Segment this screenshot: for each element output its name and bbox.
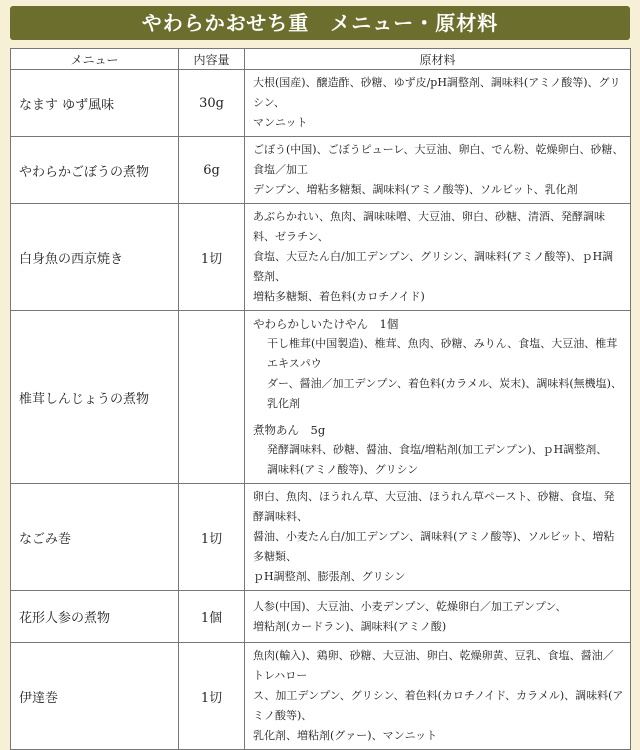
- table-row: [11, 643, 631, 750]
- menu-qty: 1切: [179, 484, 245, 591]
- sub-item-title: 煮物あん 5g: [253, 423, 326, 437]
- menu-qty: [179, 311, 245, 484]
- ingredient-line: 魚肉(輸入)、鶏卵、砂糖、大豆油、卵白、乾燥卵黄、豆乳、食塩、醤油／トレハロー: [253, 649, 614, 682]
- ingredient-line: 発酵調味料、砂糖、醤油、食塩/増粘剤(加工デンプン)、ｐH調整剤、: [267, 443, 608, 456]
- menu-ingredients-table: [10, 48, 631, 750]
- menu-name: 花形人参の煮物: [11, 591, 179, 643]
- table-row: [11, 311, 631, 484]
- menu-qty: 1個: [179, 591, 245, 643]
- column-header-menu: メニュー: [11, 49, 179, 70]
- table-header-row: [11, 49, 631, 70]
- menu-name: やわらかごぼうの煮物: [11, 137, 179, 204]
- ingredients-cell: [245, 643, 631, 750]
- ingredient-line: ダー、醤油／加工デンプン、着色料(カラメル、炭末)、調味料(無機塩)、乳化剤: [267, 377, 622, 410]
- menu-name: 白身魚の西京焼き: [11, 204, 179, 311]
- table-row: [11, 591, 631, 643]
- table-row: [11, 484, 631, 591]
- ingredient-line: 調味料(アミノ酸等)、グリシン: [267, 463, 419, 476]
- menu-name: なごみ巻: [11, 484, 179, 591]
- menu-name: 椎茸しんじょうの煮物: [11, 311, 179, 484]
- table-row: [11, 204, 631, 311]
- table-row: [11, 137, 631, 204]
- menu-qty: 1切: [179, 643, 245, 750]
- ingredients-cell: [245, 204, 631, 311]
- ingredient-line: マンニット: [253, 116, 308, 129]
- ingredient-line: ス、加工デンプン、グリシン、着色料(カロチノイド、カラメル)、調味料(アミノ酸等)、: [253, 689, 624, 722]
- column-header-ingredients: 原材料: [245, 49, 631, 70]
- table-row: [11, 70, 631, 137]
- ingredient-line: 増粘多糖類、着色料(カロチノイド): [253, 290, 425, 303]
- ingredient-line: ｐH調整剤、膨張剤、グリシン: [253, 570, 406, 583]
- ingredients-cell: [245, 311, 631, 484]
- ingredients-cell: [245, 484, 631, 591]
- ingredient-line: 人参(中国)、大豆油、小麦デンプン、乾燥卵白／加工デンプン、: [253, 599, 567, 613]
- sub-item-title: やわらかしいたけやん 1個: [253, 317, 399, 331]
- ingredient-line: 醤油、小麦たん白/加工デンプン、調味料(アミノ酸等)、ソルビット、増粘多糖類、: [253, 530, 615, 563]
- ingredients-cell: [245, 591, 631, 643]
- menu-name: 伊達巻: [11, 643, 179, 750]
- ingredient-line: 干し椎茸(中国製造)、椎茸、魚肉、砂糖、みりん、食塩、大豆油、椎茸エキスパウ: [267, 337, 618, 370]
- menu-qty: 6g: [179, 137, 245, 204]
- menu-name: なます ゆず風味: [11, 70, 179, 137]
- ingredients-cell: [245, 137, 631, 204]
- ingredient-line: デンプン、増粘多糖類、調味料(アミノ酸等)、ソルビット、乳化剤: [253, 183, 578, 196]
- ingredient-line: 増粘剤(カードラン)、調味料(アミノ酸): [253, 619, 447, 633]
- ingredients-cell: [245, 70, 631, 137]
- ingredient-line: あぶらかれい、魚肉、調味味噌、大豆油、卵白、砂糖、清酒、発酵調味料、ゼラチン、: [253, 210, 605, 243]
- menu-qty: 30g: [179, 70, 245, 137]
- ingredient-line: 食塩、大豆たん白/加工デンプン、グリシン、調味料(アミノ酸等)、ｐH調整剤、: [253, 250, 614, 283]
- ingredient-line: 大根(国産)、醸造酢、砂糖、ゆず皮/pH調整剤、調味料(アミノ酸等)、グリシン、: [253, 76, 621, 109]
- menu-qty: 1切: [179, 204, 245, 311]
- column-header-qty: 内容量: [179, 49, 245, 70]
- ingredient-line: ごぼう(中国)、ごぼうピューレ、大豆油、卵白、でん粉、乾燥卵白、砂糖、食塩／加工: [253, 143, 624, 176]
- ingredient-line: 乳化剤、増粘剤(グァー)、マンニット: [253, 729, 438, 742]
- page-title: やわらかおせち重 メニュー・原材料: [10, 6, 630, 40]
- ingredient-line: 卵白、魚肉、ほうれん草、大豆油、ほうれん草ペースト、砂糖、食塩、発酵調味料、: [253, 490, 615, 523]
